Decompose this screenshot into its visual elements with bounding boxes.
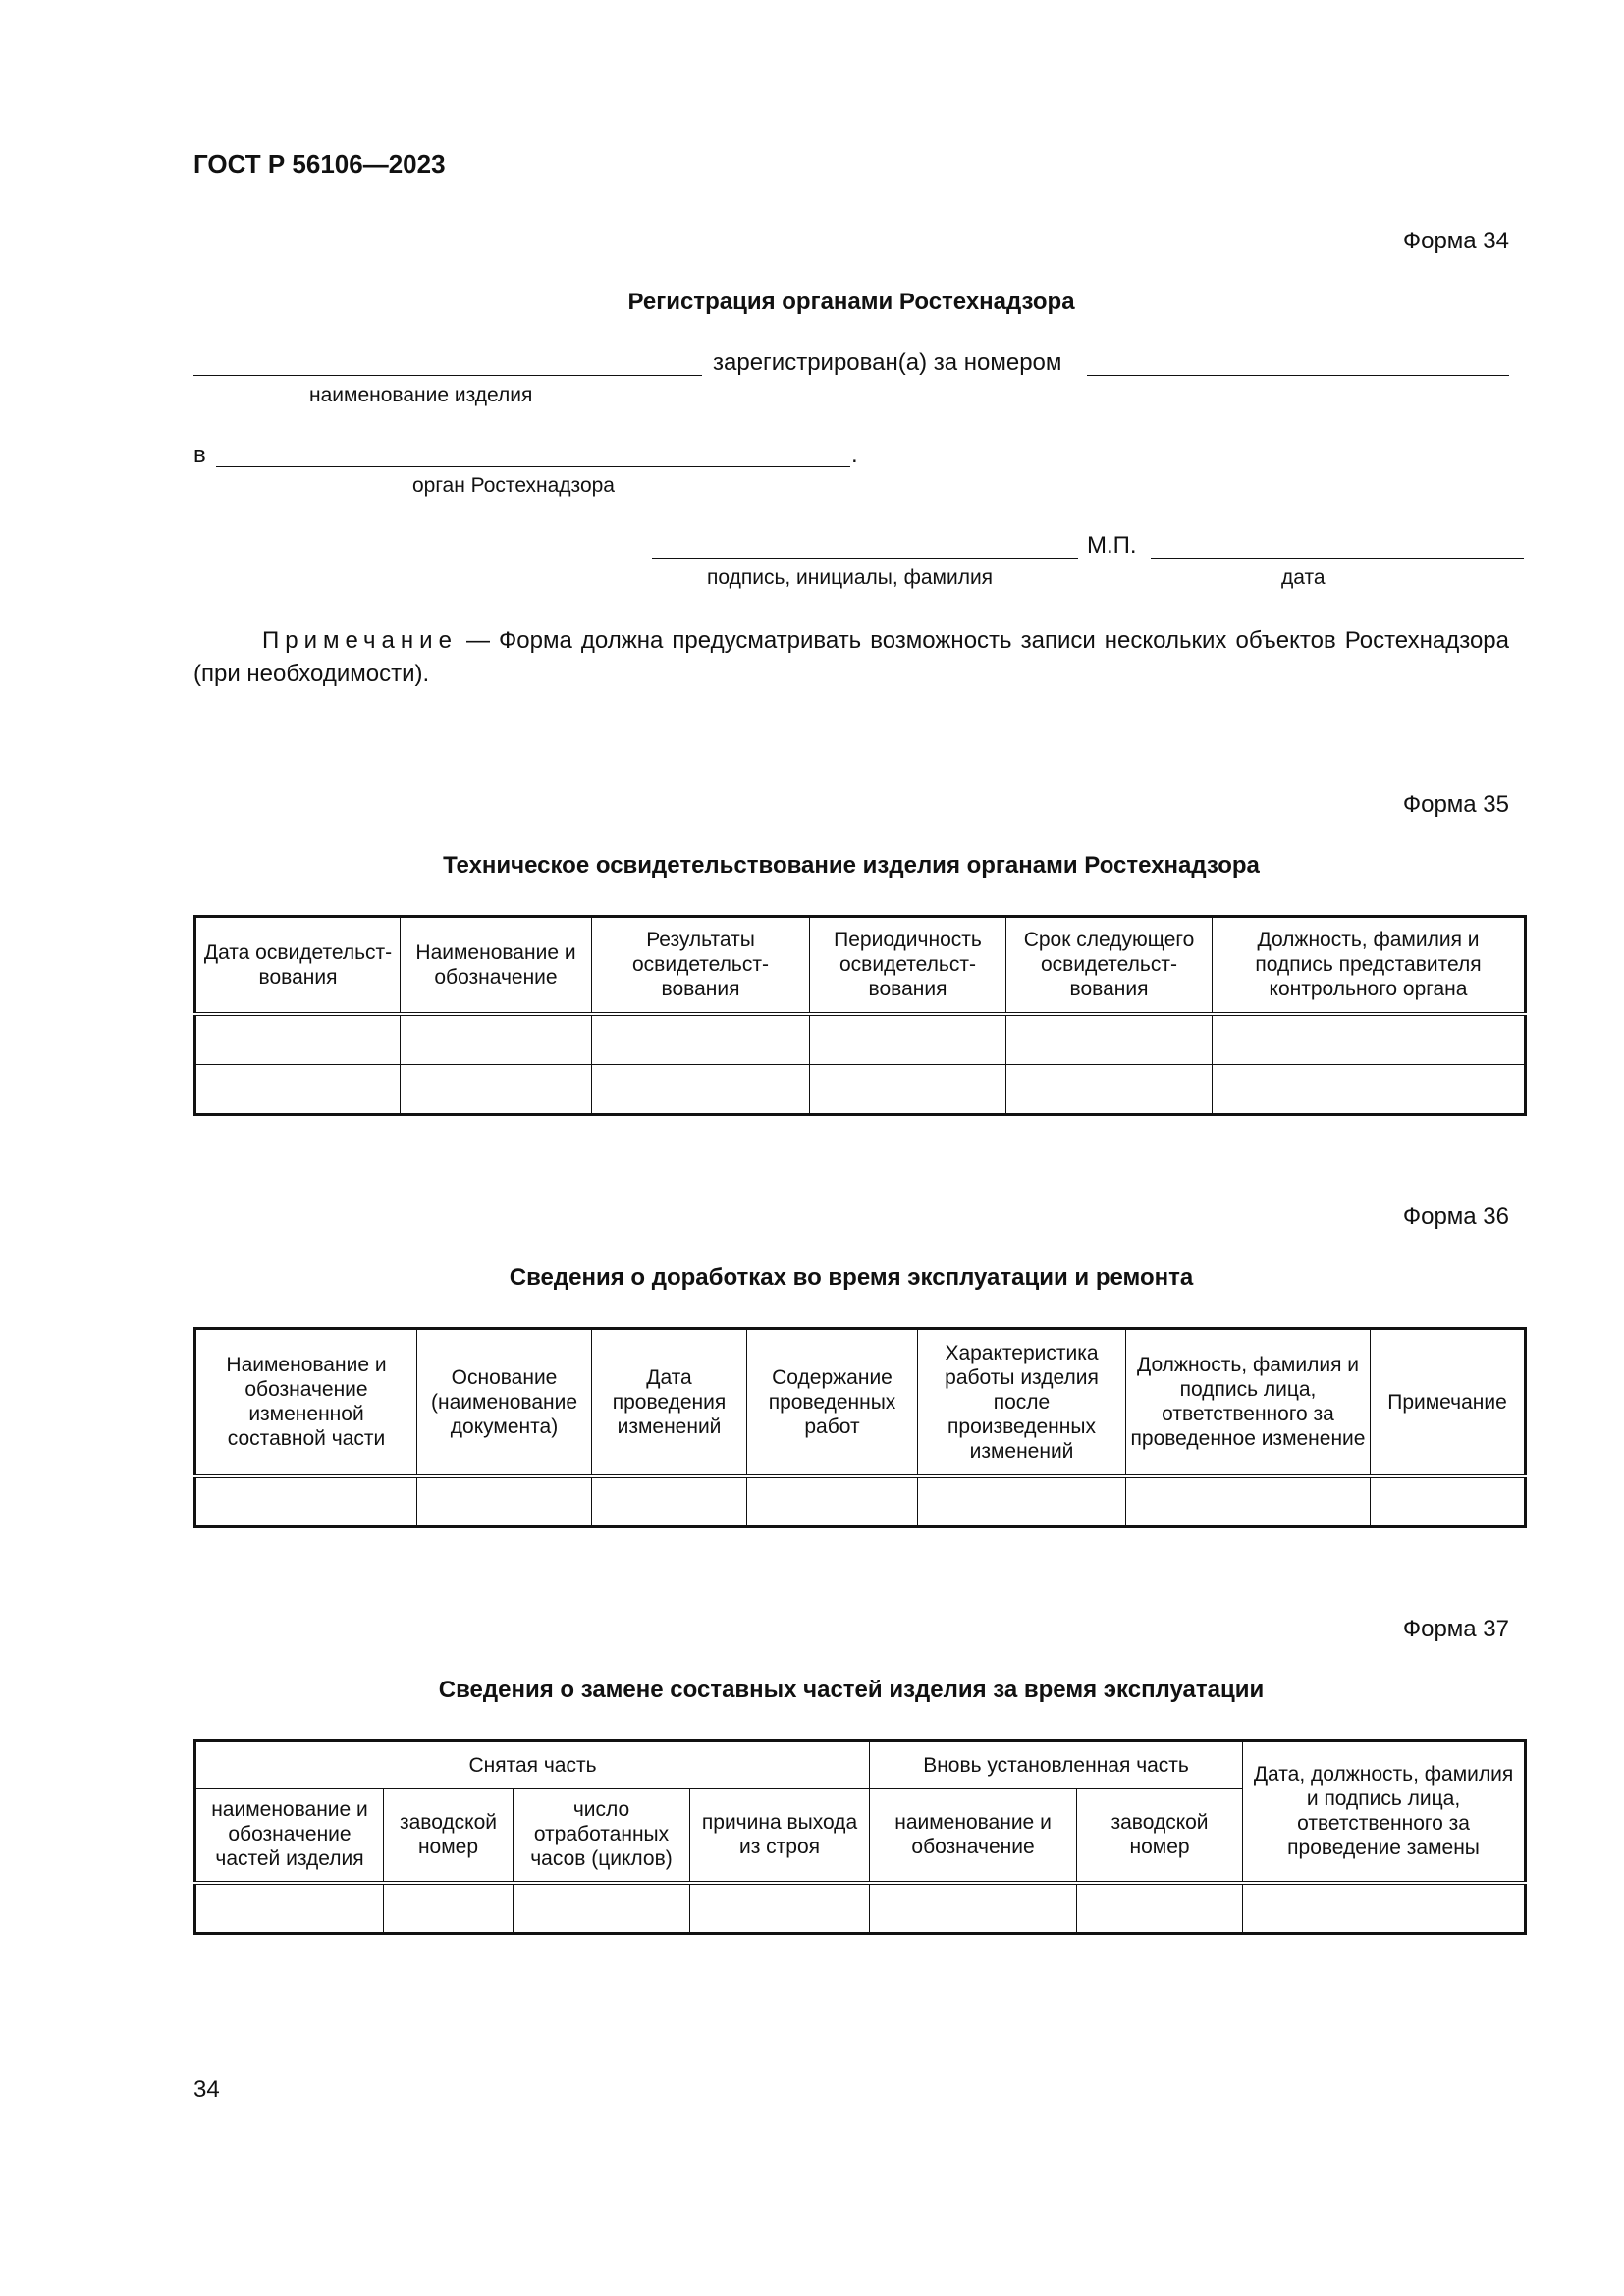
form37-col-installed-name: наименование и обозначение [870,1789,1077,1883]
form36-col-part: Наименование и обозначение измененной составной части [195,1329,417,1476]
table-cell[interactable] [401,1014,592,1065]
table-cell[interactable] [514,1883,690,1934]
table-cell[interactable] [918,1476,1126,1527]
form36-table [193,1327,1527,1528]
table-cell[interactable] [592,1014,810,1065]
table-cell[interactable] [417,1476,592,1527]
form36-col-work: Содержание проведенных работ [747,1329,918,1476]
form36-number: Форма 36 [1402,1203,1509,1230]
table-cell[interactable] [810,1065,1006,1115]
form35-col-periodicity: Периодичность освидетельст-вования [810,917,1006,1014]
form36-col-basis: Основание (наименование документа) [417,1329,592,1476]
table-cell[interactable] [592,1476,747,1527]
caption-product-name: наименование изделия [309,384,533,406]
form35-table [193,915,1527,1116]
table-cell[interactable] [1371,1476,1526,1527]
table-cell[interactable] [1243,1883,1526,1934]
form35-col-date: Дата освидетельст-вования [195,917,401,1014]
registered-text: зарегистрирован(а) за номером [713,349,1062,376]
prefix-in: в [193,442,206,468]
form35-col-next-date: Срок следующего освидетельст-вования [1006,917,1213,1014]
table-cell[interactable] [195,1883,384,1934]
form34-number: Форма 34 [1402,228,1509,254]
form37-table [193,1739,1527,1935]
form37-col-removed-hours: число отработанных часов (циклов) [514,1789,690,1883]
stamp-label: М.П. [1087,532,1137,559]
form37-col-removed-serial: заводской номер [384,1789,514,1883]
form35-title: Техническое освидетельствование изделия органами Ростехнадзора [443,852,1260,879]
form35-number: Форма 35 [1402,791,1509,818]
document-code: ГОСТ Р 56106—2023 [193,149,446,179]
product-name-line [193,375,702,376]
form36-col-note: Примечание [1371,1329,1526,1476]
table-cell[interactable] [810,1014,1006,1065]
form35-col-results: Результаты освидетельст-вования [592,917,810,1014]
table-row [195,1065,1526,1115]
form36-title: Сведения о доработках во время эксплуатации и ремонта [509,1264,1194,1291]
form37-col-removed-reason: причина выхода из строя [690,1789,870,1883]
form35-col-name: Наименование и обозначение [401,917,592,1014]
table-cell[interactable] [1213,1014,1526,1065]
table-cell[interactable] [1006,1065,1213,1115]
form34-title: Регистрация органами Ростехнадзора [627,289,1075,315]
note-label: Примечание [262,627,458,654]
date-line [1151,558,1524,559]
form37-col-installed-serial: заводской номер [1077,1789,1243,1883]
caption-authority: орган Ростехнадзора [412,474,615,497]
page-number: 34 [193,2076,220,2103]
form37-title: Сведения о замене составных частей изделия за время эксплуатации [438,1677,1265,1703]
form36-col-responsible: Должность, фамилия и подпись лица, ответственного за проведенное изменение [1126,1329,1371,1476]
form37-col-responsible: Дата, должность, фамилия и подпись лица, ответственного за проведение замены [1243,1741,1526,1883]
table-row [195,1476,1526,1527]
table-cell[interactable] [870,1883,1077,1934]
caption-signature: подпись, инициалы, фамилия [707,566,994,589]
authority-period: . [851,442,858,468]
table-cell[interactable] [690,1883,870,1934]
form37-group-removed: Снятая часть [195,1741,870,1789]
table-cell[interactable] [195,1476,417,1527]
table-cell[interactable] [1126,1476,1371,1527]
form37-group-installed: Вновь установленная часть [870,1741,1243,1789]
table-cell[interactable] [747,1476,918,1527]
form34-note [193,624,1509,691]
table-cell[interactable] [384,1883,514,1934]
signature-line [652,558,1078,559]
table-cell[interactable] [401,1065,592,1115]
note-text: — Форма должна предусматривать возможность записи нескольких объектов Ростехнадзора (при необходимости). [193,627,1509,687]
registration-number-line [1087,375,1509,376]
table-cell[interactable] [195,1014,401,1065]
form35-col-inspector: Должность, фамилия и подпись представителя контрольного органа [1213,917,1526,1014]
table-row [195,1014,1526,1065]
caption-date: дата [1281,566,1326,589]
authority-line [216,466,850,467]
table-cell[interactable] [1077,1883,1243,1934]
form37-number: Форма 37 [1402,1616,1509,1642]
table-cell[interactable] [1213,1065,1526,1115]
form36-col-date: Дата проведения изменений [592,1329,747,1476]
table-cell[interactable] [195,1065,401,1115]
table-cell[interactable] [1006,1014,1213,1065]
table-row [195,1883,1526,1934]
table-cell[interactable] [592,1065,810,1115]
form37-col-removed-name: наименование и обозначение частей изделия [195,1789,384,1883]
form36-col-performance: Характеристика работы изделия после произведенных изменений [918,1329,1126,1476]
